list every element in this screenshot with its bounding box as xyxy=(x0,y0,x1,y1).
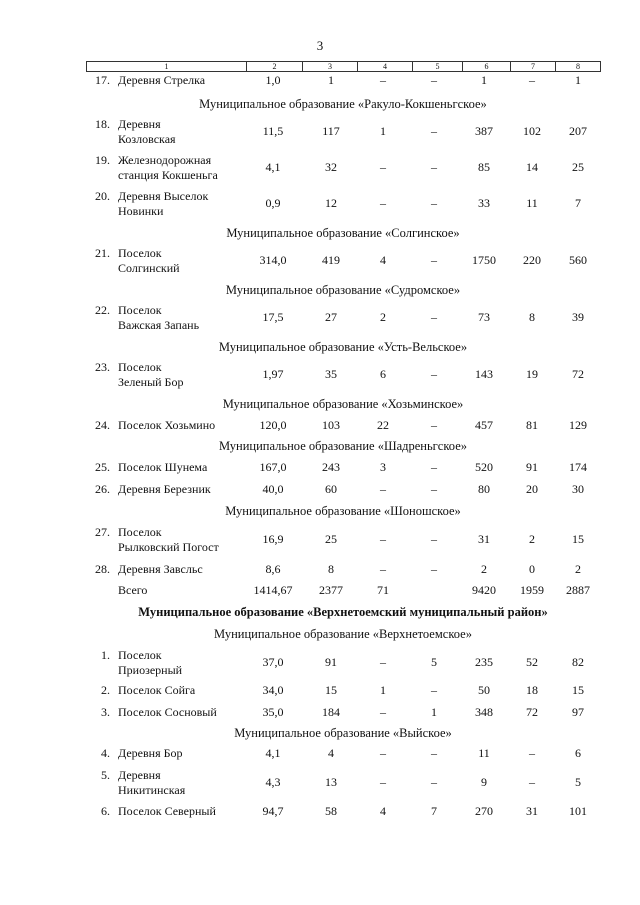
cell-col-3: 32 xyxy=(325,160,337,174)
settlement-name: Деревня Березник xyxy=(118,482,211,496)
row-number: 5. xyxy=(101,768,110,782)
row-number: 1. xyxy=(101,648,110,662)
cell-col-3: 243 xyxy=(322,460,340,474)
column-header: 2 xyxy=(247,62,303,72)
cell-col-3: 184 xyxy=(322,705,340,719)
cell-col-8: 1 xyxy=(575,73,581,87)
cell-col-8: 2887 xyxy=(566,583,590,597)
cell-col-5: – xyxy=(431,196,437,210)
cell-col-7: 220 xyxy=(523,253,541,267)
cell-col-8: 2 xyxy=(575,562,581,576)
cell-col-5: – xyxy=(431,73,437,87)
cell-col-6: 143 xyxy=(475,367,493,381)
cell-col-4: – xyxy=(380,482,386,496)
section-heading: Муниципальное образование «Хозьминское» xyxy=(222,397,464,411)
cell-col-6: 50 xyxy=(478,683,490,697)
cell-col-3: 2377 xyxy=(319,583,343,597)
cell-col-8: 25 xyxy=(572,160,584,174)
cell-col-7: – xyxy=(529,746,535,760)
settlement-name: Поселок Сойга xyxy=(118,683,196,697)
cell-col-6: 457 xyxy=(475,418,493,432)
cell-col-2: 16,9 xyxy=(262,532,284,546)
column-header: 3 xyxy=(303,62,358,72)
cell-col-3: 13 xyxy=(325,775,337,789)
cell-col-8: 7 xyxy=(575,196,581,210)
cell-col-2: 1414,67 xyxy=(253,583,293,597)
cell-col-8: 129 xyxy=(569,418,587,432)
cell-col-3: 419 xyxy=(322,253,340,267)
settlement-name: Деревня Стрелка xyxy=(118,73,206,87)
section-heading: Муниципальное образование «Усть-Вельское» xyxy=(218,340,468,354)
settlement-name: Деревня Завсльс xyxy=(118,562,203,576)
cell-col-2: 35,0 xyxy=(262,705,284,719)
settlement-name: Всего xyxy=(118,583,148,597)
cell-col-2: 17,5 xyxy=(262,310,284,324)
section-heading: Муниципальное образование «Солгинское» xyxy=(226,226,460,240)
cell-col-2: 1,0 xyxy=(265,73,281,87)
cell-col-3: 35 xyxy=(325,367,337,381)
column-header: 8 xyxy=(556,62,601,72)
cell-col-5: – xyxy=(431,460,437,474)
cell-col-7: 2 xyxy=(529,532,535,546)
column-header: 5 xyxy=(413,62,463,72)
settlement-name: Поселок Важская Запань xyxy=(118,303,200,332)
row-number: 2. xyxy=(101,683,110,697)
cell-col-6: 235 xyxy=(475,655,493,669)
cell-col-6: 387 xyxy=(475,124,493,138)
settlement-name: Поселок Хозьмино xyxy=(118,418,216,432)
cell-col-3: 27 xyxy=(325,310,337,324)
row-number: 24. xyxy=(95,418,110,432)
settlement-name: Деревня Бор xyxy=(118,746,183,760)
cell-col-6: 33 xyxy=(478,196,490,210)
cell-col-6: 9 xyxy=(481,775,487,789)
cell-col-5: – xyxy=(431,775,437,789)
settlement-name: Поселок Солгинский xyxy=(118,246,180,275)
cell-col-4: – xyxy=(380,196,386,210)
cell-col-8: 6 xyxy=(575,746,581,760)
column-header: 6 xyxy=(463,62,511,72)
cell-col-5: 7 xyxy=(431,804,437,818)
cell-col-7: 0 xyxy=(529,562,535,576)
row-number: 26. xyxy=(95,482,110,496)
cell-col-4: 22 xyxy=(377,418,389,432)
cell-col-4: – xyxy=(380,73,386,87)
settlement-name: Поселок Зеленый Бор xyxy=(118,360,184,389)
cell-col-4: 1 xyxy=(380,683,386,697)
cell-col-8: 101 xyxy=(569,804,587,818)
settlement-name: Поселок Приозерный xyxy=(118,648,183,677)
cell-col-8: 207 xyxy=(569,124,587,138)
cell-col-6: 31 xyxy=(478,532,490,546)
cell-col-7: 19 xyxy=(526,367,538,381)
row-number: 17. xyxy=(95,73,110,87)
settlement-name: Деревня Никитинская xyxy=(118,768,186,797)
cell-col-8: 560 xyxy=(569,253,587,267)
cell-col-6: 1750 xyxy=(472,253,496,267)
cell-col-4: 4 xyxy=(380,804,386,818)
section-heading: Муниципальное образование «Шоношское» xyxy=(225,504,461,518)
cell-col-8: 15 xyxy=(572,683,584,697)
row-number: 20. xyxy=(95,189,110,203)
column-header-row xyxy=(86,61,601,72)
row-number: 19. xyxy=(95,153,110,167)
settlement-name: Поселок Рылковский Погост xyxy=(118,525,219,554)
settlement-name: Поселок Сосновый xyxy=(118,705,217,719)
cell-col-2: 4,1 xyxy=(265,746,281,760)
cell-col-8: 30 xyxy=(572,482,584,496)
row-number: 22. xyxy=(95,303,110,317)
cell-col-3: 4 xyxy=(328,746,334,760)
settlement-name: Поселок Северный xyxy=(118,804,216,818)
cell-col-6: 520 xyxy=(475,460,493,474)
section-heading: Муниципальное образование «Выйское» xyxy=(234,726,452,740)
cell-col-8: 97 xyxy=(572,705,584,719)
cell-col-7: 1959 xyxy=(520,583,544,597)
section-heading: Муниципальное образование «Шадреньгское» xyxy=(219,439,467,453)
cell-col-7: – xyxy=(529,73,535,87)
cell-col-6: 2 xyxy=(481,562,487,576)
cell-col-2: 0,9 xyxy=(265,196,281,210)
cell-col-2: 167,0 xyxy=(259,460,287,474)
cell-col-5: – xyxy=(431,160,437,174)
cell-col-7: 20 xyxy=(526,482,538,496)
cell-col-2: 1,97 xyxy=(262,367,284,381)
row-number: 28. xyxy=(95,562,110,576)
cell-col-4: 6 xyxy=(380,367,386,381)
cell-col-3: 25 xyxy=(325,532,337,546)
cell-col-3: 103 xyxy=(322,418,340,432)
cell-col-5: – xyxy=(431,482,437,496)
cell-col-5: – xyxy=(431,310,437,324)
row-number: 6. xyxy=(101,804,110,818)
cell-col-2: 4,1 xyxy=(265,160,281,174)
cell-col-2: 40,0 xyxy=(262,482,284,496)
row-number: 4. xyxy=(101,746,110,760)
cell-col-7: 72 xyxy=(526,705,538,719)
cell-col-2: 37,0 xyxy=(262,655,284,669)
cell-col-2: 94,7 xyxy=(262,804,284,818)
cell-col-8: 82 xyxy=(572,655,584,669)
cell-col-4: – xyxy=(380,655,386,669)
cell-col-8: 5 xyxy=(575,775,581,789)
cell-col-6: 11 xyxy=(478,746,490,760)
cell-col-3: 91 xyxy=(325,655,337,669)
column-header: 4 xyxy=(358,62,413,72)
cell-col-3: 15 xyxy=(325,683,337,697)
section-heading: Муниципальное образование «Верхнетоемский муниципальный район» xyxy=(138,605,548,619)
settlement-name: Деревня Выселок Новинки xyxy=(118,189,209,218)
cell-col-5: – xyxy=(431,253,437,267)
settlement-name: Железнодорожная станция Кокшеньга xyxy=(118,153,218,182)
cell-col-7: 11 xyxy=(526,196,538,210)
cell-col-7: 81 xyxy=(526,418,538,432)
cell-col-5: – xyxy=(431,418,437,432)
row-number: 18. xyxy=(95,117,110,131)
cell-col-7: 31 xyxy=(526,804,538,818)
cell-col-5: 1 xyxy=(431,705,437,719)
cell-col-5: – xyxy=(431,562,437,576)
row-number: 27. xyxy=(95,525,110,539)
settlement-name: Поселок Шунема xyxy=(118,460,208,474)
cell-col-7: 8 xyxy=(529,310,535,324)
cell-col-4: 71 xyxy=(377,583,389,597)
cell-col-4: 4 xyxy=(380,253,386,267)
cell-col-8: 39 xyxy=(572,310,584,324)
cell-col-3: 8 xyxy=(328,562,334,576)
cell-col-5: 5 xyxy=(431,655,437,669)
cell-col-6: 85 xyxy=(478,160,490,174)
cell-col-4: 2 xyxy=(380,310,386,324)
cell-col-7: – xyxy=(529,775,535,789)
row-number: 3. xyxy=(101,705,110,719)
row-number: 21. xyxy=(95,246,110,260)
cell-col-2: 11,5 xyxy=(262,124,284,138)
cell-col-5: – xyxy=(431,367,437,381)
cell-col-8: 174 xyxy=(569,460,587,474)
cell-col-8: 15 xyxy=(572,532,584,546)
cell-col-4: 3 xyxy=(380,460,386,474)
cell-col-6: 1 xyxy=(481,73,487,87)
cell-col-6: 348 xyxy=(475,705,493,719)
cell-col-2: 4,3 xyxy=(265,775,281,789)
cell-col-3: 60 xyxy=(325,482,337,496)
cell-col-5: – xyxy=(431,532,437,546)
cell-col-2: 314,0 xyxy=(259,253,287,267)
cell-col-7: 18 xyxy=(526,683,538,697)
cell-col-6: 9420 xyxy=(472,583,496,597)
cell-col-5: – xyxy=(431,746,437,760)
cell-col-3: 117 xyxy=(322,124,340,138)
page-number: 3 xyxy=(316,38,324,53)
cell-col-3: 1 xyxy=(328,73,334,87)
cell-col-7: 52 xyxy=(526,655,538,669)
cell-col-2: 120,0 xyxy=(259,418,287,432)
cell-col-4: – xyxy=(380,775,386,789)
cell-col-4: – xyxy=(380,562,386,576)
cell-col-4: – xyxy=(380,705,386,719)
cell-col-8: 72 xyxy=(572,367,584,381)
cell-col-7: 14 xyxy=(526,160,538,174)
cell-col-4: – xyxy=(380,746,386,760)
cell-col-2: 34,0 xyxy=(262,683,284,697)
cell-col-7: 102 xyxy=(523,124,541,138)
cell-col-4: – xyxy=(380,532,386,546)
cell-col-6: 73 xyxy=(478,310,490,324)
column-header: 7 xyxy=(511,62,556,72)
settlement-name: Деревня Козловская xyxy=(118,117,176,146)
section-heading: Муниципальное образование «Ракуло-Кокшеньгское» xyxy=(199,97,487,111)
cell-col-2: 8,6 xyxy=(265,562,281,576)
cell-col-6: 270 xyxy=(475,804,493,818)
cell-col-3: 12 xyxy=(325,196,337,210)
row-number: 25. xyxy=(95,460,110,474)
column-header: 1 xyxy=(87,62,247,72)
section-heading: Муниципальное образование «Верхнетоемское» xyxy=(214,627,472,641)
section-heading: Муниципальное образование «Судромское» xyxy=(225,283,461,297)
cell-col-7: 91 xyxy=(526,460,538,474)
cell-col-5: – xyxy=(431,124,437,138)
cell-col-5: – xyxy=(431,683,437,697)
cell-col-4: 1 xyxy=(380,124,386,138)
row-number: 23. xyxy=(95,360,110,374)
cell-col-4: – xyxy=(380,160,386,174)
cell-col-3: 58 xyxy=(325,804,337,818)
cell-col-6: 80 xyxy=(478,482,490,496)
